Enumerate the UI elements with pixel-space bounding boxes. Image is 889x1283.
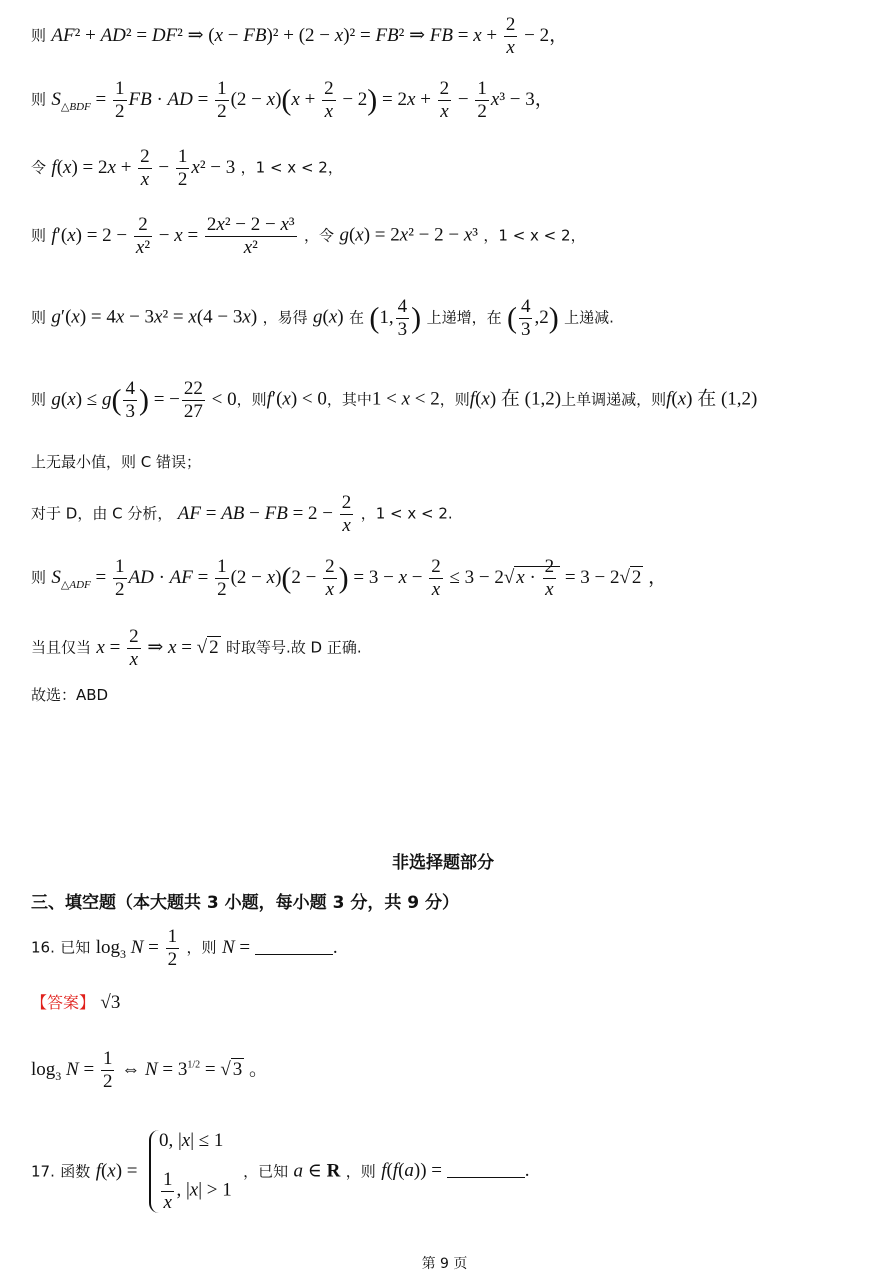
formula: f(x) = 2x + $\frac{2}{x}$ − $\frac{1}{2}$ x² − 3 <box>51 146 236 190</box>
solution-line-6: 则 g(x) ≤ g( $\frac{4}{3}$ ) = − $\frac{22}{27}$ < 0，则f′(x) < 0，其中1 < x < 2，则f(x) 在 (1,2)上单调递减，则f(x) 在 (1,2) <box>31 378 758 422</box>
solution-line-4: 则 f′(x) = 2 − $\frac{2}{\text{x²}}$ − x = $\frac{\text{2x² − 2 − x³}}{\text{x²}}$ ，令 g(x) = 2x² − 2 − x³ ，1 < x < 2， <box>31 214 586 258</box>
question-17: 17. 函数 f(x) = 0, |x| ≤ 1 $\frac{1}{x}$ , |x| > 1 ，已知 a ∈ R ，则 f(f(a)) = . <box>31 1130 530 1213</box>
page-number: 第 9 页 <box>421 1256 468 1272</box>
solution-line-8: 对于 D，由 C 分析， AF = AB − FB = 2 − $\frac{2}{x}$ ，1 < x < 2. <box>31 492 453 536</box>
section-title: 非选择题部分 <box>392 853 494 873</box>
solution-line-11: 故选：ABD <box>31 686 109 704</box>
q16-answer <box>31 992 120 1015</box>
solution-line-7: 上无最小值，则 C 错误； <box>31 453 202 471</box>
q16-solution: $\log_3 N$ = $\frac{1}{2}$ ⇔ $N = 3^{1/2}$ = √ 3 。 <box>31 1048 269 1092</box>
solution-line-2: 则 $S_{\triangle BDF}$ = $\frac{1}{2}$ FB · AD = $\frac{1}{2}$ (2 − x)(x + $\frac{2}{x}$ − 2) = 2x + $\frac{2}{x}$ − $\frac{1}{2}$ x³ − 3， <box>31 78 554 122</box>
section-subtitle: 三、填空题（本大题共 3 小题，每小题 3 分，共 9 分） <box>31 893 459 913</box>
question-16: 16. 已知 $\log_3 N$ = $\frac{1}{2}$ ，则 N = . <box>31 926 338 970</box>
formula: AF² + AD² = DF² ⇒ (x − FB)² + (2 − x)² = FB² ⇒ FB = x + $\frac{2}{x}$ − 2， <box>51 14 569 58</box>
piecewise-brace: 0, |x| ≤ 1 $\frac{1}{x}$ , |x| > 1 <box>149 1130 232 1213</box>
answer-value: √3 <box>100 992 121 1013</box>
solution-line-3: 令 f(x) = 2x + $\frac{2}{x}$ − $\frac{1}{2}$ x² − 3 ，1 < x < 2， <box>31 146 343 190</box>
formula: $S_{\triangle BDF}$ = $\frac{1}{2}$ FB · AD = $\frac{1}{2}$ (2 − x)(x + $\frac{2}{x}$ − 2) = 2x + $\frac{2}{x}$ − $\frac{1}{2}$ x³ − 3， <box>51 78 554 122</box>
answer-label: 【答案】 <box>31 993 96 1012</box>
answer-blank <box>447 1176 525 1178</box>
solution-line-10: 当且仅当 x = $\frac{2}{x}$ ⇒ x = √ 2 时取等号.故 D 正确. <box>31 626 362 670</box>
formula: f′(x) = 2 − $\frac{2}{\text{x²}}$ − x = $\frac{\text{2x² − 2 − x³}}{\text{x²}}$ <box>51 214 295 258</box>
solution-line-1: 则 AF² + AD² = DF² ⇒ (x − FB)² + (2 − x)² = FB² ⇒ FB = x + $\frac{2}{x}$ − 2， <box>31 14 569 58</box>
answer-blank <box>255 953 333 955</box>
solution-line-5: 则 g′(x) = 4x − 3x² = x(4 − 3x) ，易得 g(x) 在 (1, $\frac{4}{3}$ ) 上递增，在 ( $\frac{4}{3}$ ,2) 上递减. <box>31 296 614 340</box>
solution-line-9: 则 $S_{\triangle ADF}$ = $\frac{1}{2}$ AD · AF = $\frac{1}{2}$ (2 − x)(2 − $\frac{2}{x}$ ) = 3 − x − $\frac{2}{x}$ ≤ 3 − 2√ x · $\frac{2}{x}$ = 3 − 2√ 2 ， <box>31 556 668 600</box>
